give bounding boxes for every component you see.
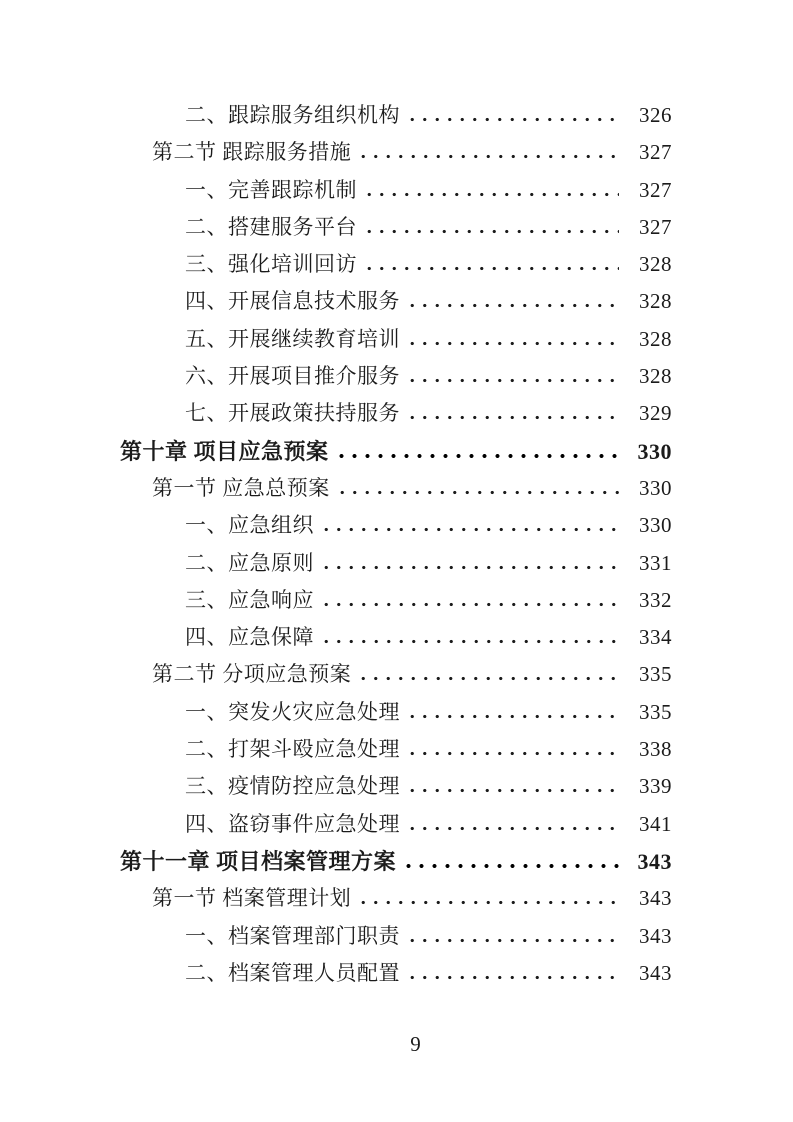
toc-entry-label: 六、开展项目推介服务 bbox=[185, 364, 400, 389]
toc-entry-label: 第十章 项目应急预案 bbox=[120, 438, 329, 464]
toc-entry-label: 第一节 应急总预案 bbox=[152, 475, 330, 500]
dot-leader bbox=[363, 192, 619, 197]
toc-entry bbox=[152, 658, 672, 695]
toc-entry bbox=[185, 509, 672, 546]
dot-leader bbox=[402, 863, 619, 869]
toc-entry bbox=[152, 472, 672, 509]
toc-entry-label: 四、开展信息技术服务 bbox=[185, 289, 400, 314]
toc-entry bbox=[120, 435, 672, 472]
toc-entry-page: 328 bbox=[639, 252, 672, 277]
toc-entry-page: 332 bbox=[639, 587, 672, 612]
toc-entry-label: 二、档案管理人员配置 bbox=[185, 960, 400, 985]
toc-entry-page: 327 bbox=[639, 140, 672, 165]
toc-entry bbox=[185, 621, 672, 658]
toc-entry-page: 328 bbox=[639, 289, 672, 314]
toc-entry-label: 二、打架斗殴应急处理 bbox=[185, 737, 400, 762]
toc-entry bbox=[152, 136, 672, 173]
toc-entry bbox=[185, 397, 672, 434]
toc-entry-label: 四、应急保障 bbox=[185, 625, 314, 650]
toc-entry-label: 第二节 分项应急预案 bbox=[152, 662, 352, 687]
toc-entry-page: 329 bbox=[639, 401, 672, 426]
toc-entry-label: 第一节 档案管理计划 bbox=[152, 886, 352, 911]
dot-leader bbox=[406, 415, 619, 420]
toc-entry-page: 338 bbox=[639, 737, 672, 762]
toc-entry bbox=[185, 360, 672, 397]
toc-entry-label: 四、盗窃事件应急处理 bbox=[185, 811, 400, 836]
toc-entry-label: 七、开展政策扶持服务 bbox=[185, 401, 400, 426]
dot-leader bbox=[406, 751, 619, 756]
dot-leader bbox=[406, 826, 619, 831]
toc-entry-page: 343 bbox=[639, 886, 672, 911]
toc-entry-label: 二、跟踪服务组织机构 bbox=[185, 103, 400, 127]
toc-entry-page: 327 bbox=[639, 214, 672, 239]
dot-leader bbox=[320, 565, 619, 570]
toc-entry-label: 五、开展继续教育培训 bbox=[185, 326, 400, 351]
dot-leader bbox=[406, 714, 619, 719]
toc-entry-page: 328 bbox=[639, 326, 672, 351]
toc-entry-page: 339 bbox=[639, 774, 672, 799]
toc-entry bbox=[185, 770, 672, 807]
toc-entry bbox=[185, 174, 672, 211]
toc-entry-label: 第十一章 项目档案管理方案 bbox=[120, 848, 397, 874]
toc-entry bbox=[185, 248, 672, 285]
toc-entry-page: 328 bbox=[639, 364, 672, 389]
toc-entry bbox=[185, 733, 672, 770]
footer-page-number: 9 bbox=[410, 1032, 421, 1057]
toc-entry bbox=[185, 285, 672, 322]
dot-leader bbox=[363, 229, 619, 234]
dot-leader bbox=[357, 676, 619, 681]
toc-entry bbox=[152, 882, 672, 919]
dot-leader bbox=[406, 378, 619, 383]
dot-leader bbox=[363, 266, 619, 271]
toc-entry-label: 二、应急原则 bbox=[185, 550, 314, 575]
toc-entry-page: 343 bbox=[639, 923, 672, 948]
toc-entry-label: 三、应急响应 bbox=[185, 587, 314, 612]
toc-entry-page: 334 bbox=[639, 625, 672, 650]
toc-entry-page: 330 bbox=[637, 438, 672, 464]
toc-entry-label: 三、强化培训回访 bbox=[185, 252, 357, 277]
dot-leader bbox=[406, 938, 619, 943]
toc-entry-page: 327 bbox=[639, 177, 672, 202]
toc-entry bbox=[185, 547, 672, 584]
toc-entry-label: 一、应急组织 bbox=[185, 513, 314, 538]
toc-entry bbox=[185, 211, 672, 248]
toc-entry-page: 330 bbox=[639, 513, 672, 538]
dot-leader bbox=[406, 303, 619, 308]
toc-entry bbox=[185, 957, 672, 994]
dot-leader bbox=[357, 154, 619, 159]
toc-entry-label: 一、突发火灾应急处理 bbox=[185, 699, 400, 724]
toc-entry bbox=[185, 323, 672, 360]
dot-leader bbox=[406, 788, 619, 793]
dot-leader bbox=[335, 453, 619, 459]
dot-leader bbox=[406, 975, 619, 980]
toc-entry bbox=[185, 808, 672, 845]
dot-leader bbox=[336, 490, 619, 495]
toc-entry bbox=[185, 920, 672, 957]
toc-entry-label: 一、档案管理部门职责 bbox=[185, 923, 400, 948]
toc-entry-label: 第二节 跟踪服务措施 bbox=[152, 140, 352, 165]
toc-entry-page: 326 bbox=[639, 103, 672, 127]
dot-leader bbox=[320, 602, 619, 607]
toc-entry-label: 三、疫情防控应急处理 bbox=[185, 774, 400, 799]
toc-entry bbox=[185, 584, 672, 621]
toc-entry-label: 二、搭建服务平台 bbox=[185, 214, 357, 239]
dot-leader bbox=[320, 639, 619, 644]
toc-entry bbox=[185, 99, 672, 136]
toc-entry-page: 343 bbox=[637, 848, 672, 874]
dot-leader bbox=[357, 900, 619, 905]
toc-entry-label: 一、完善跟踪机制 bbox=[185, 177, 357, 202]
dot-leader bbox=[320, 527, 619, 532]
dot-leader bbox=[406, 117, 619, 122]
toc-entry-page: 331 bbox=[639, 550, 672, 575]
toc-entry-page: 335 bbox=[639, 662, 672, 687]
toc-entry-page: 335 bbox=[639, 699, 672, 724]
toc-entry bbox=[120, 845, 672, 882]
toc-entry-page: 330 bbox=[639, 475, 672, 500]
toc-entry-page: 343 bbox=[639, 960, 672, 985]
toc-entry bbox=[185, 696, 672, 733]
toc-entry-page: 341 bbox=[639, 811, 672, 836]
dot-leader bbox=[406, 341, 619, 346]
